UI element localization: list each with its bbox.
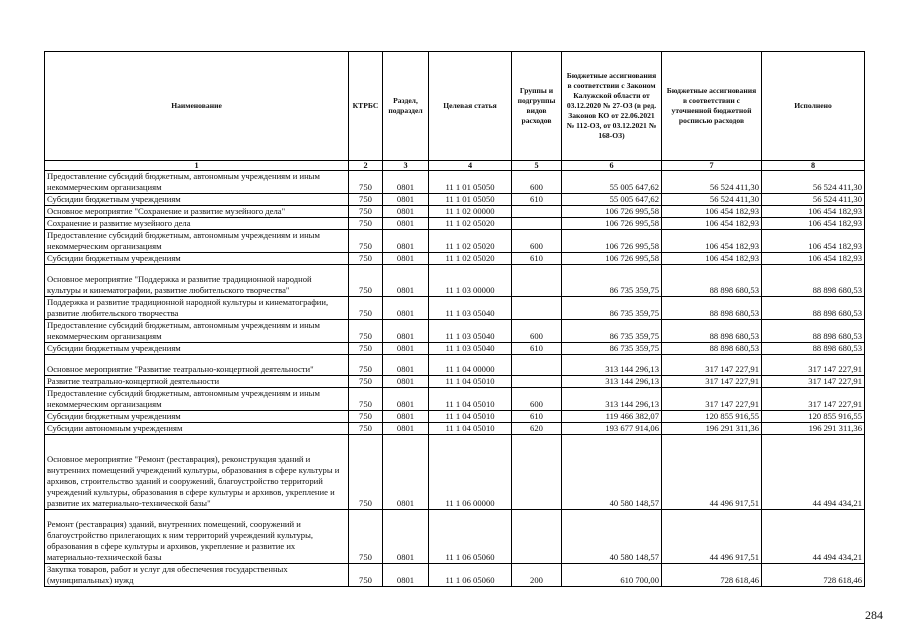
row-name: Основное мероприятие "Сохранение и развитие музейного дела" bbox=[45, 206, 349, 218]
row-section: 0801 bbox=[383, 376, 429, 388]
row-executed: 56 524 411,30 bbox=[762, 194, 865, 206]
row-target: 11 1 06 05060 bbox=[429, 510, 512, 564]
row-budget-refined: 120 855 916,55 bbox=[662, 411, 762, 423]
row-executed: 106 454 182,93 bbox=[762, 206, 865, 218]
table-row bbox=[45, 253, 865, 265]
row-executed: 88 898 680,53 bbox=[762, 343, 865, 355]
row-section: 0801 bbox=[383, 423, 429, 435]
row-budget-law: 313 144 296,13 bbox=[562, 355, 662, 376]
row-group bbox=[512, 435, 562, 510]
row-executed: 106 454 182,93 bbox=[762, 230, 865, 253]
row-target: 11 1 04 05010 bbox=[429, 388, 512, 411]
row-target: 11 1 04 05010 bbox=[429, 376, 512, 388]
row-krbs: 750 bbox=[349, 435, 383, 510]
row-budget-refined: 44 496 917,51 bbox=[662, 510, 762, 564]
row-group: 620 bbox=[512, 423, 562, 435]
row-budget-law: 55 005 647,62 bbox=[562, 171, 662, 194]
row-budget-law: 193 677 914,06 bbox=[562, 423, 662, 435]
row-group: 600 bbox=[512, 230, 562, 253]
row-section: 0801 bbox=[383, 218, 429, 230]
row-budget-law: 610 700,00 bbox=[562, 564, 662, 587]
header-target: Целевая статья bbox=[429, 52, 512, 161]
row-krbs: 750 bbox=[349, 423, 383, 435]
row-budget-refined: 106 454 182,93 bbox=[662, 230, 762, 253]
row-target: 11 1 03 05040 bbox=[429, 343, 512, 355]
row-section: 0801 bbox=[383, 253, 429, 265]
header-section: Раздел, подраздел bbox=[383, 52, 429, 161]
row-section: 0801 bbox=[383, 388, 429, 411]
row-name: Субсидии бюджетным учреждениям bbox=[45, 194, 349, 206]
row-name: Субсидии бюджетным учреждениям bbox=[45, 253, 349, 265]
row-budget-refined: 88 898 680,53 bbox=[662, 297, 762, 320]
row-budget-law: 40 580 148,57 bbox=[562, 510, 662, 564]
row-budget-law: 86 735 359,75 bbox=[562, 320, 662, 343]
row-group bbox=[512, 376, 562, 388]
table-row bbox=[45, 297, 865, 320]
table-row bbox=[45, 435, 865, 510]
row-budget-refined: 88 898 680,53 bbox=[662, 320, 762, 343]
row-budget-law: 86 735 359,75 bbox=[562, 265, 662, 297]
row-target: 11 1 01 05050 bbox=[429, 194, 512, 206]
row-name: Поддержка и развитие традиционной народной культуры и кинематографии, развитие любительского творчества bbox=[45, 297, 349, 320]
row-budget-law: 119 466 382,07 bbox=[562, 411, 662, 423]
row-budget-law: 106 726 995,58 bbox=[562, 230, 662, 253]
row-name: Предоставление субсидий бюджетным, автономным учреждениям и иным некоммерческим организациям bbox=[45, 171, 349, 194]
row-budget-refined: 106 454 182,93 bbox=[662, 218, 762, 230]
row-budget-law: 55 005 647,62 bbox=[562, 194, 662, 206]
row-group: 600 bbox=[512, 171, 562, 194]
row-target: 11 1 02 00000 bbox=[429, 206, 512, 218]
row-name: Закупка товаров, работ и услуг для обеспечения государственных (муниципальных) нужд bbox=[45, 564, 349, 587]
budget-table bbox=[44, 51, 865, 587]
row-executed: 317 147 227,91 bbox=[762, 355, 865, 376]
header-groups: Группы и подгруппы видов расходов bbox=[512, 52, 562, 161]
column-number: 6 bbox=[562, 161, 662, 171]
row-section: 0801 bbox=[383, 355, 429, 376]
row-executed: 317 147 227,91 bbox=[762, 376, 865, 388]
row-budget-refined: 106 454 182,93 bbox=[662, 253, 762, 265]
row-section: 0801 bbox=[383, 343, 429, 355]
row-budget-law: 313 144 296,13 bbox=[562, 376, 662, 388]
row-krbs: 750 bbox=[349, 253, 383, 265]
row-section: 0801 bbox=[383, 230, 429, 253]
row-target: 11 1 03 05040 bbox=[429, 297, 512, 320]
row-krbs: 750 bbox=[349, 171, 383, 194]
row-group bbox=[512, 218, 562, 230]
column-number: 4 bbox=[429, 161, 512, 171]
table-row bbox=[45, 343, 865, 355]
row-budget-refined: 317 147 227,91 bbox=[662, 355, 762, 376]
row-name: Предоставление субсидий бюджетным, автономным учреждениям и иным некоммерческим организациям bbox=[45, 320, 349, 343]
row-name: Предоставление субсидий бюджетным, автономным учреждениям и иным некоммерческим организациям bbox=[45, 230, 349, 253]
row-section: 0801 bbox=[383, 564, 429, 587]
header-budget-law: Бюджетные ассигнования в соответствии с Законом Калужской области от 03.12.2020 № 27-ОЗ (в ред. Законов КО от 22.06.2021 № 112-ОЗ, от 03.12.2021 № 168-ОЗ) bbox=[562, 52, 662, 161]
table-row bbox=[45, 423, 865, 435]
row-executed: 88 898 680,53 bbox=[762, 297, 865, 320]
row-group bbox=[512, 297, 562, 320]
row-group bbox=[512, 265, 562, 297]
row-group: 610 bbox=[512, 194, 562, 206]
row-section: 0801 bbox=[383, 411, 429, 423]
row-krbs: 750 bbox=[349, 355, 383, 376]
row-target: 11 1 01 05050 bbox=[429, 171, 512, 194]
table-row bbox=[45, 194, 865, 206]
row-name: Основное мероприятие "Развитие театрально-концертной деятельности" bbox=[45, 355, 349, 376]
row-target: 11 1 06 00000 bbox=[429, 435, 512, 510]
row-krbs: 750 bbox=[349, 343, 383, 355]
row-group: 600 bbox=[512, 388, 562, 411]
table-row bbox=[45, 320, 865, 343]
row-section: 0801 bbox=[383, 510, 429, 564]
row-group: 610 bbox=[512, 253, 562, 265]
table-row bbox=[45, 230, 865, 253]
row-target: 11 1 04 00000 bbox=[429, 355, 512, 376]
row-budget-law: 106 726 995,58 bbox=[562, 253, 662, 265]
row-group: 600 bbox=[512, 320, 562, 343]
row-target: 11 1 02 05020 bbox=[429, 253, 512, 265]
row-name: Субсидии бюджетным учреждениям bbox=[45, 343, 349, 355]
row-budget-law: 313 144 296,13 bbox=[562, 388, 662, 411]
row-executed: 120 855 916,55 bbox=[762, 411, 865, 423]
row-target: 11 1 03 00000 bbox=[429, 265, 512, 297]
row-target: 11 1 02 05020 bbox=[429, 218, 512, 230]
row-name: Основное мероприятие "Поддержка и развитие традиционной народной культуры и кинематографии, развитие любительского творчества" bbox=[45, 265, 349, 297]
header-name: Наименование bbox=[45, 52, 349, 161]
row-target: 11 1 06 05060 bbox=[429, 564, 512, 587]
row-krbs: 750 bbox=[349, 230, 383, 253]
row-budget-law: 86 735 359,75 bbox=[562, 343, 662, 355]
header-budget-refined: Бюджетные ассигнования в соответствии с уточненной бюджетной росписью расходов bbox=[662, 52, 762, 161]
row-section: 0801 bbox=[383, 171, 429, 194]
row-group bbox=[512, 206, 562, 218]
row-name: Предоставление субсидий бюджетным, автономным учреждениям и иным некоммерческим организациям bbox=[45, 388, 349, 411]
row-name: Ремонт (реставрация) зданий, внутренних помещений, сооружений и благоустройство прилегающих к ним территорий учреждений культуры, образования в сфере культуры и архивов, укрепление и развитие их материально-технической базы bbox=[45, 510, 349, 564]
row-section: 0801 bbox=[383, 320, 429, 343]
row-group: 200 bbox=[512, 564, 562, 587]
table-row bbox=[45, 206, 865, 218]
table-row bbox=[45, 388, 865, 411]
table-row bbox=[45, 564, 865, 587]
row-group bbox=[512, 510, 562, 564]
row-krbs: 750 bbox=[349, 320, 383, 343]
row-budget-law: 106 726 995,58 bbox=[562, 218, 662, 230]
row-budget-law: 40 580 148,57 bbox=[562, 435, 662, 510]
row-section: 0801 bbox=[383, 435, 429, 510]
column-number: 8 bbox=[762, 161, 865, 171]
row-target: 11 1 02 05020 bbox=[429, 230, 512, 253]
table-row bbox=[45, 510, 865, 564]
column-number: 1 bbox=[45, 161, 349, 171]
row-group bbox=[512, 355, 562, 376]
row-executed: 728 618,46 bbox=[762, 564, 865, 587]
page-number: 284 bbox=[865, 608, 883, 622]
row-target: 11 1 03 05040 bbox=[429, 320, 512, 343]
table-row bbox=[45, 171, 865, 194]
row-budget-law: 86 735 359,75 bbox=[562, 297, 662, 320]
table-row bbox=[45, 355, 865, 376]
row-budget-refined: 317 147 227,91 bbox=[662, 376, 762, 388]
row-budget-refined: 196 291 311,36 bbox=[662, 423, 762, 435]
row-section: 0801 bbox=[383, 206, 429, 218]
row-group: 610 bbox=[512, 411, 562, 423]
column-number: 7 bbox=[662, 161, 762, 171]
row-budget-refined: 317 147 227,91 bbox=[662, 388, 762, 411]
row-budget-refined: 56 524 411,30 bbox=[662, 194, 762, 206]
column-number-row bbox=[45, 161, 865, 171]
row-name: Субсидии бюджетным учреждениям bbox=[45, 411, 349, 423]
row-name: Развитие театрально-концертной деятельности bbox=[45, 376, 349, 388]
row-name: Субсидии автономным учреждениям bbox=[45, 423, 349, 435]
table-row bbox=[45, 265, 865, 297]
row-executed: 88 898 680,53 bbox=[762, 320, 865, 343]
row-krbs: 750 bbox=[349, 265, 383, 297]
row-krbs: 750 bbox=[349, 510, 383, 564]
row-budget-refined: 728 618,46 bbox=[662, 564, 762, 587]
row-name: Основное мероприятие "Ремонт (реставрация), реконструкция зданий и внутренних помещений учреждений культуры, образования в сфере культуры и архивов, строительство зданий и сооружений, благоустройство территорий учреждений культуры, образования в сфере культуры и архивов, укрепление и развитие их материально-технической базы" bbox=[45, 435, 349, 510]
row-section: 0801 bbox=[383, 265, 429, 297]
row-krbs: 750 bbox=[349, 218, 383, 230]
row-executed: 44 494 434,21 bbox=[762, 435, 865, 510]
table-row bbox=[45, 218, 865, 230]
row-budget-refined: 106 454 182,93 bbox=[662, 206, 762, 218]
row-budget-refined: 56 524 411,30 bbox=[662, 171, 762, 194]
table-row bbox=[45, 411, 865, 423]
row-executed: 196 291 311,36 bbox=[762, 423, 865, 435]
column-number: 3 bbox=[383, 161, 429, 171]
row-executed: 106 454 182,93 bbox=[762, 218, 865, 230]
header-row bbox=[45, 52, 865, 161]
row-section: 0801 bbox=[383, 297, 429, 320]
header-krbs: КТРБС bbox=[349, 52, 383, 161]
row-executed: 106 454 182,93 bbox=[762, 253, 865, 265]
row-krbs: 750 bbox=[349, 376, 383, 388]
row-krbs: 750 bbox=[349, 206, 383, 218]
column-number: 5 bbox=[512, 161, 562, 171]
row-executed: 56 524 411,30 bbox=[762, 171, 865, 194]
row-target: 11 1 04 05010 bbox=[429, 411, 512, 423]
row-section: 0801 bbox=[383, 194, 429, 206]
row-budget-refined: 88 898 680,53 bbox=[662, 343, 762, 355]
row-krbs: 750 bbox=[349, 564, 383, 587]
table-row bbox=[45, 376, 865, 388]
header-executed: Исполнено bbox=[762, 52, 865, 161]
row-budget-refined: 44 496 917,51 bbox=[662, 435, 762, 510]
row-krbs: 750 bbox=[349, 297, 383, 320]
row-group: 610 bbox=[512, 343, 562, 355]
row-budget-refined: 88 898 680,53 bbox=[662, 265, 762, 297]
row-executed: 44 494 434,21 bbox=[762, 510, 865, 564]
row-krbs: 750 bbox=[349, 194, 383, 206]
row-budget-law: 106 726 995,58 bbox=[562, 206, 662, 218]
row-krbs: 750 bbox=[349, 411, 383, 423]
row-executed: 317 147 227,91 bbox=[762, 388, 865, 411]
row-target: 11 1 04 05010 bbox=[429, 423, 512, 435]
row-krbs: 750 bbox=[349, 388, 383, 411]
row-executed: 88 898 680,53 bbox=[762, 265, 865, 297]
column-number: 2 bbox=[349, 161, 383, 171]
row-name: Сохранение и развитие музейного дела bbox=[45, 218, 349, 230]
